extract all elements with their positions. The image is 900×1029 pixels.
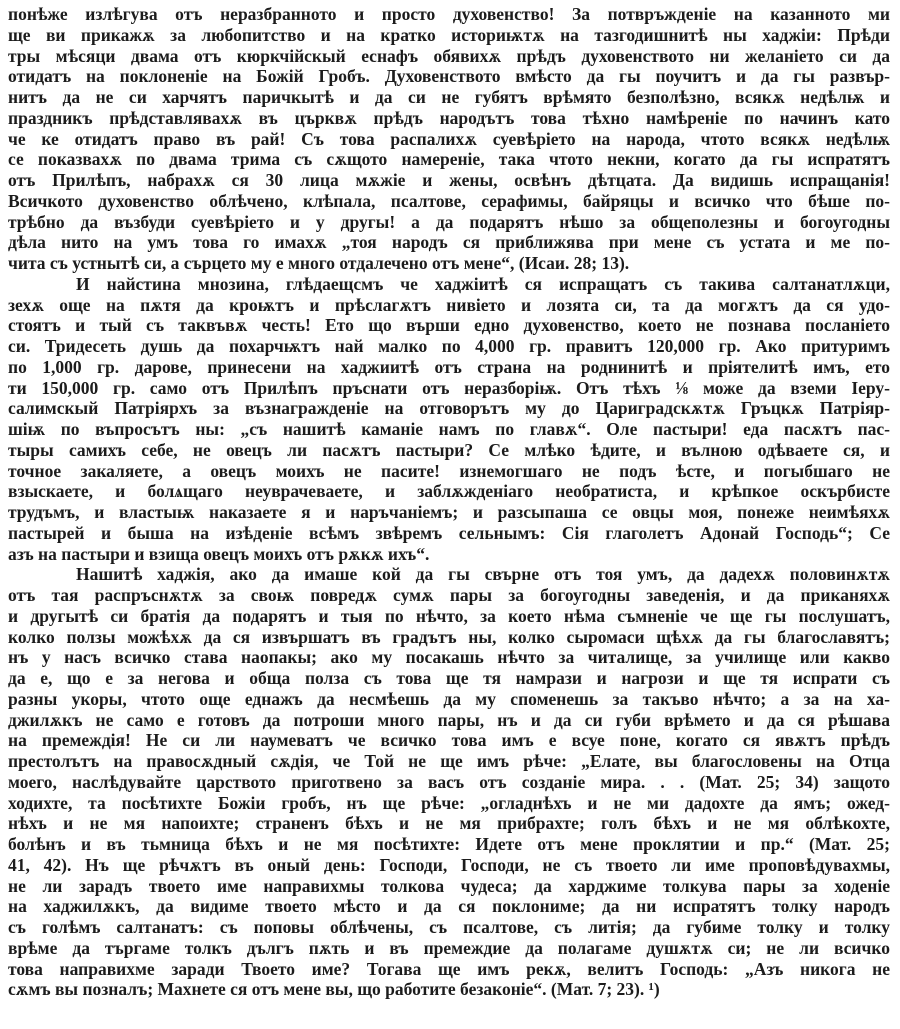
text-line: зехѫ още на пѫтя да кроѭтъ и прѣслагѫтъ нивiето и лозята си, та да могѫтъ да ся удо-: [8, 294, 890, 315]
text-line: престолътъ на правосѫдный сѫдiя, че Той не ще имъ рѣче: „Елате, вы благословены на Отца: [8, 751, 890, 771]
text-line: тыры самихъ себе, не овецъ ли пасѫтъ пастыри? Се млѣко ѣдите, и вълною одѣваете ся, и: [8, 439, 890, 460]
text-line: нѣхъ и не мя напоихте; страненъ бѣхъ и не мя прибрахте; голъ бѣхъ и не мя облѣкохте,: [8, 813, 890, 834]
text-line: ще ви прикажѫ за любопитство и на кратко историѭтѫ на тазгодишнитѣ ны хаджiи: Прѣди: [8, 24, 890, 45]
text-line: врѣме да търгаме толкъ дългъ пѫть и въ премеждие да полагаме душѫтѫ си; не ли всичко: [8, 937, 890, 958]
text-line: азъ на пастыри и взища овецъ моихъ отъ рѫкѫ ихъ“.: [8, 543, 430, 564]
text-line: салимскый Патрiярхъ за възнагражденiе на отговорътъ му до Цариградскѫтѫ Гръцкѫ Патрiяр-: [8, 398, 890, 419]
text-line: пастырей и быша на изѣденiе всѣмъ звѣремъ сельнымъ: Сiя глаголетъ Адонай Господь“; Се: [8, 522, 890, 543]
text-line: взыскаете, и болѧщаго неуврачеваете, и заблѫжденiаго необратиста, и крѣпкое оскърбисте: [8, 481, 890, 502]
text-line: не ли зарадъ твоето име направихмы толкова чудеса; да харджиме толкува пары за ходенiе: [8, 875, 890, 896]
text-line: на премеждiя! Не си ли наумеватъ че всичко това имъ е всуе поне, когато ся явѫтъ прѣдъ: [8, 730, 890, 751]
text-line: моего, наслѣдувайте царството приготвено за васъ отъ созданiе мира. . . (Мат. 25; 34) защото: [8, 771, 890, 792]
text-line: отъ Прилѣпъ, набрахѫ ся 30 лица мѫжiе и жены, освѣнъ дѣтцата. Да видишь испращанiя!: [8, 170, 890, 190]
text-line: джилѫкъ не само е готовъ да потроши много пары, нъ и да си губи врѣмето и да ся рѣшава: [8, 709, 890, 730]
text-line: понѣже излѣгува отъ неразбранното и просто духовенство! За потвръжденiе на казанното ми: [8, 4, 890, 24]
text-line: ти 150,000 гр. само отъ Прилѣпъ пръснати отъ неразборiѭ. Отъ тѣхъ ⅛ може да вземи Iеру-: [8, 377, 890, 398]
text-line: шiѭ по въпросътъ ны: „съ нашитѣ каманiе намъ по главѫ“. Оле пастыри! еда пасѫтъ пас-: [8, 419, 890, 439]
text-line: тры мѣсяци двама отъ кюркчiйскый еснафъ обявихѫ прѣдъ духовенството ни желанiето си да: [8, 45, 890, 66]
text-line: отидатъ на поклоненiе на Божiй Гробъ. Духовенството вмѣсто да гы поучитъ и да гы развър-: [8, 66, 890, 87]
text-line: си. Тридесеть душь да похарчѭтъ най малко по 4,000 гр. правитъ 120,000 гр. Ако притуримъ: [8, 336, 890, 356]
text-line: колко ползы можѣхѫ да ся извършатъ въ градътъ ны, колко сыромаси щѣхѫ да гы благославятъ;: [8, 626, 890, 647]
text-line: отъ тая распръснѫтѫ за своѭ повредѫ сумѫ пары за богоугодны заведенiя, и да приканяхѫ: [8, 585, 890, 605]
text-line: болѣнъ и въ тьмница бѣхъ и не мя посѣтихте: Идете отъ мене проклятии и пр.“ (Мат. 25;: [8, 834, 890, 854]
text-line: сѫмъ вы позналъ; Махнете ся отъ мене вы, що работите безаконiе“. (Мат. 7; 23). ¹): [8, 979, 660, 1000]
paragraph-start-line: Нашитѣ хаджiя, ако да имаше кой да гы свърне отъ тоя умъ, да дадехѫ половинѫтѫ: [76, 564, 890, 585]
text-line: праздникъ прѣдставлявахѫ въ църквѫ прѣдъ народътъ това тѣхно намѣренiе по начинъ като: [8, 107, 890, 128]
text-line: стоятъ и тый съ таквъвѫ честь! Ето що върши едно духовенство, което не познава посланiето: [8, 315, 890, 336]
text-line: чита съ устнытѣ си, а сърцето му е много отдалечено отъ мене“, (Исаи. 28; 13).: [8, 253, 630, 273]
text-line: да е, що е за негова и обща полза съ това ще тя намрази и нагрози и ще тя испрати съ: [8, 668, 890, 688]
text-line: и другытѣ си братiя да подарятъ и тыя по нѣчто, за което нѣма съмненiе че ще гы послушатъ,: [8, 605, 890, 626]
text-line: точное закаляете, а овецъ моихъ не пасите! изнемогшаго не подъ ѣсте, и погыбшаго не: [8, 460, 890, 481]
text-line: дѣла нито на умъ това го имахѫ „тоя народъ ся приближява при мене съ устата и ме по-: [8, 232, 890, 253]
text-line: нъ у насъ всичко става наопакы; ако му посакашь нѣчто за читалище, за училище или какво: [8, 647, 890, 668]
text-line: че ке отидатъ право въ рай! Съ това распалихѫ суевѣрiето на народа, чтото всякѫ недѣлѭ: [8, 128, 890, 149]
text-line: се показвахѫ по двама трима съ сѫщото намеренiе, така чтото некни, когато да гы испратятъ: [8, 149, 890, 170]
text-line: разны укоры, чтото още еднажъ да несмѣешь да му споменешь за такъво нѣчто; а за на ха-: [8, 688, 890, 709]
text-line: на хаджилѫкъ, да видиме твоето мѣсто и да ся поклониме; да ни испратятъ толку народъ: [8, 896, 890, 917]
text-line: нитъ да не си харчятъ паричкытѣ и да си не губятъ врѣмято безполѣзно, всякѫ недѣлѭ и: [8, 87, 890, 107]
text-line: съ голѣмъ салтанатъ: съ поповы облѣчены, съ псалтове, съ литiя; да губиме толку и толку: [8, 917, 890, 937]
text-line: по 1,000 гр. дарове, принесени на хаджиитѣ отъ страна на роднинитѣ и прiятелитѣ имъ, ето: [8, 356, 890, 377]
text-line: 41, 42). Нъ ще рѣчѫтъ въ оный день: Господи, Господи, не съ твоето ли име проповѣдувахмы,: [8, 854, 890, 875]
paragraph-start-line: И найстина мнозина, глѣдаещсмъ че хаджiитѣ ся испращатъ съ такива салтанатлѫци,: [76, 273, 890, 294]
text-line: това направихме заради Твоето име? Тогава ще имъ рекѫ, велитъ Господь: „Азъ никога не: [8, 958, 890, 979]
text-line: Всичкото духовенство облѣчено, клѣпала, псалтове, серафимы, байряцы и всичко что бѣше по-: [8, 190, 890, 211]
text-line: трудъмъ, и властыѭ наказаете я и наръчанiемъ; и разсыпаша се овцы моя, понеже неимѣяхѫ: [8, 502, 890, 522]
text-line: ходихте, та посѣтихте Божiи гробъ, нъ ще рѣче: „огладнѣхъ и не ми дадохте да ямъ; ожед-: [8, 792, 890, 813]
text-line: трѣбно да възбуди суевѣрiето и у другы! а да подарятъ нѣшо за общеполезны и богоугодны: [8, 211, 890, 232]
